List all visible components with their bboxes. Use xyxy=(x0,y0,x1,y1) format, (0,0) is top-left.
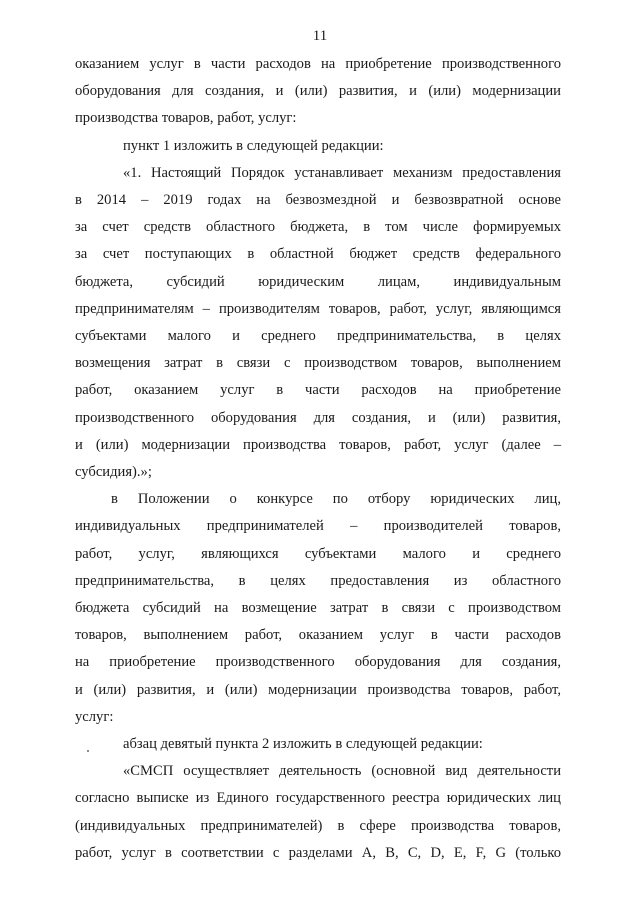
text-line: субсидия).»; xyxy=(75,464,152,481)
text-line: в 2014 – 2019 годах на безвозмездной и безвозвратной основе xyxy=(75,192,561,209)
text-line: в Положении о конкурсе по отбору юридических лиц, xyxy=(111,491,561,508)
paragraph-amendment-point-2 xyxy=(75,731,561,758)
document-body xyxy=(75,51,561,867)
text-line: (индивидуальных предпринимателей) в сфере производства товаров, xyxy=(75,817,561,834)
text-line: «СМСП осуществляет деятельность (основной вид деятельности xyxy=(123,763,561,780)
page-number: 11 xyxy=(312,28,328,44)
text-line: «1. Настоящий Порядок устанавливает механизм предоставления xyxy=(123,164,561,181)
text-line: оборудования для создания, и (или) развития, и (или) модернизации xyxy=(75,83,561,100)
text-line: индивидуальных предпринимателей – производителей товаров, xyxy=(75,518,561,535)
text-line: предпринимателям – производителям товаров, работ, услуг, являющимся xyxy=(75,300,561,317)
paragraph-quoted-point-1 xyxy=(75,160,561,486)
text-line: оказанием услуг в части расходов на приобретение производственного xyxy=(75,56,561,72)
text-line: возмещения затрат в связи с производством товаров, выполнением xyxy=(75,355,561,372)
text-line: и (или) модернизации производства товаров, работ, услуг (далее – xyxy=(75,436,561,453)
text-line: пункт 1 изложить в следующей редакции: xyxy=(123,137,384,154)
text-line: за счет средств областного бюджета, в том числе формируемых xyxy=(75,219,561,236)
paragraph-regulation-reference xyxy=(75,486,561,731)
text-line: абзац девятый пункта 2 изложить в следующей редакции: xyxy=(123,736,483,753)
text-line: производства товаров, работ, услуг: xyxy=(75,110,297,127)
text-line: работ, оказанием услуг в части расходов на приобретение xyxy=(75,382,561,399)
text-line: согласно выписке из Единого государственного реестра юридических лиц xyxy=(75,790,561,807)
text-line: бюджета субсидий на возмещение затрат в связи с производством xyxy=(75,600,561,617)
text-line: и (или) развития, и (или) модернизации производства товаров, работ, xyxy=(75,681,561,698)
text-line: бюджета, субсидий юридическим лицам, индивидуальным xyxy=(75,273,561,290)
text-line: за счет поступающих в областной бюджет средств федерального xyxy=(75,246,561,263)
text-line: субъектами малого и среднего предпринимательства, в целях xyxy=(75,328,561,345)
text-line: работ, услуг, являющихся субъектами малого и среднего xyxy=(75,545,561,562)
text-line: услуг: xyxy=(75,708,114,725)
text-line: на приобретение производственного оборудования для создания, xyxy=(75,654,561,671)
paragraph-continuation xyxy=(75,51,561,133)
text-line: товаров, выполнением работ, оказанием услуг в части расходов xyxy=(75,627,561,644)
text-line: предпринимательства, в целях предоставления из областного xyxy=(75,572,561,589)
paragraph-amendment-point-1 xyxy=(75,133,561,160)
paragraph-quoted-point-2 xyxy=(75,758,561,867)
text-line: производственного оборудования для создания, и (или) развития, xyxy=(75,409,561,426)
text-line: работ, услуг в соответствии с разделами A, B, C, D, E, F, G (только xyxy=(75,844,561,861)
